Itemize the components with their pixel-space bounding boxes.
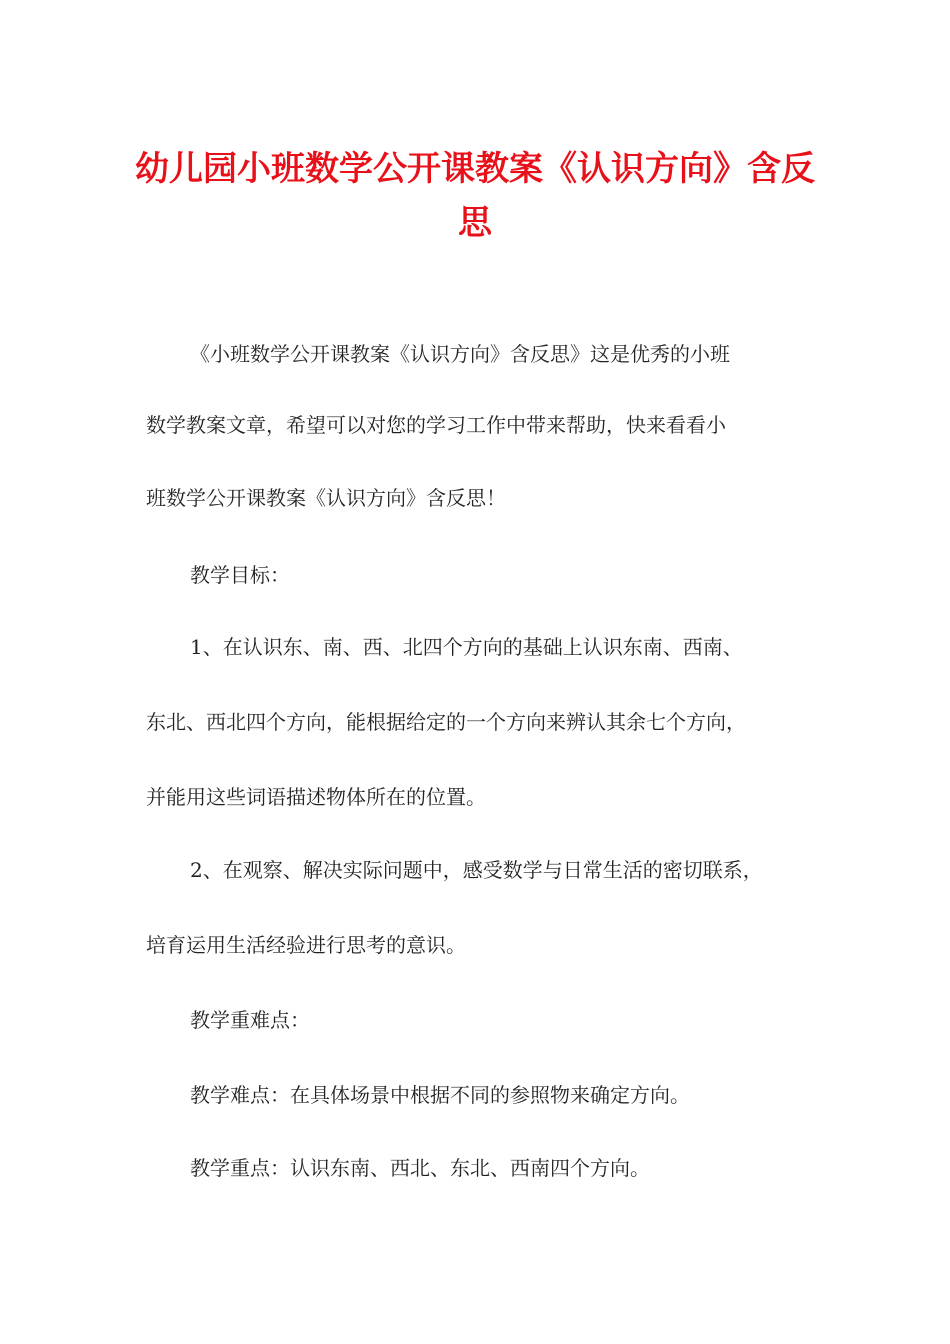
document-title: 幼儿园小班数学公开课教案《认识方向》含反思 bbox=[135, 149, 815, 243]
paragraph-line: 东北、西北四个方向，能根据给定的一个方向来辨认其余七个方向， bbox=[146, 710, 746, 734]
paragraph-line: 1、在认识东、南、西、北四个方向的基础上认识东南、西南、 bbox=[190, 635, 743, 659]
paragraph-line: 数学教案文章，希望可以对您的学习工作中带来帮助，快来看看小 bbox=[146, 413, 726, 437]
section-heading: 教学重难点： bbox=[190, 1008, 310, 1032]
paragraph-line: 教学难点：在具体场景中根据不同的参照物来确定方向。 bbox=[190, 1083, 690, 1107]
paragraph-line: 班数学公开课教案《认识方向》含反思！ bbox=[146, 486, 506, 510]
paragraph-line: 《小班数学公开课教案《认识方向》含反思》这是优秀的小班 bbox=[190, 342, 730, 366]
paragraph-line: 培育运用生活经验进行思考的意识。 bbox=[146, 933, 466, 957]
paragraph-line: 并能用这些词语描述物体所在的位置。 bbox=[146, 785, 486, 809]
paragraph-line: 教学重点：认识东南、西北、东北、西南四个方向。 bbox=[190, 1156, 650, 1180]
paragraph-line: 2、在观察、解决实际问题中，感受数学与日常生活的密切联系， bbox=[190, 858, 763, 882]
section-heading: 教学目标： bbox=[190, 563, 290, 587]
